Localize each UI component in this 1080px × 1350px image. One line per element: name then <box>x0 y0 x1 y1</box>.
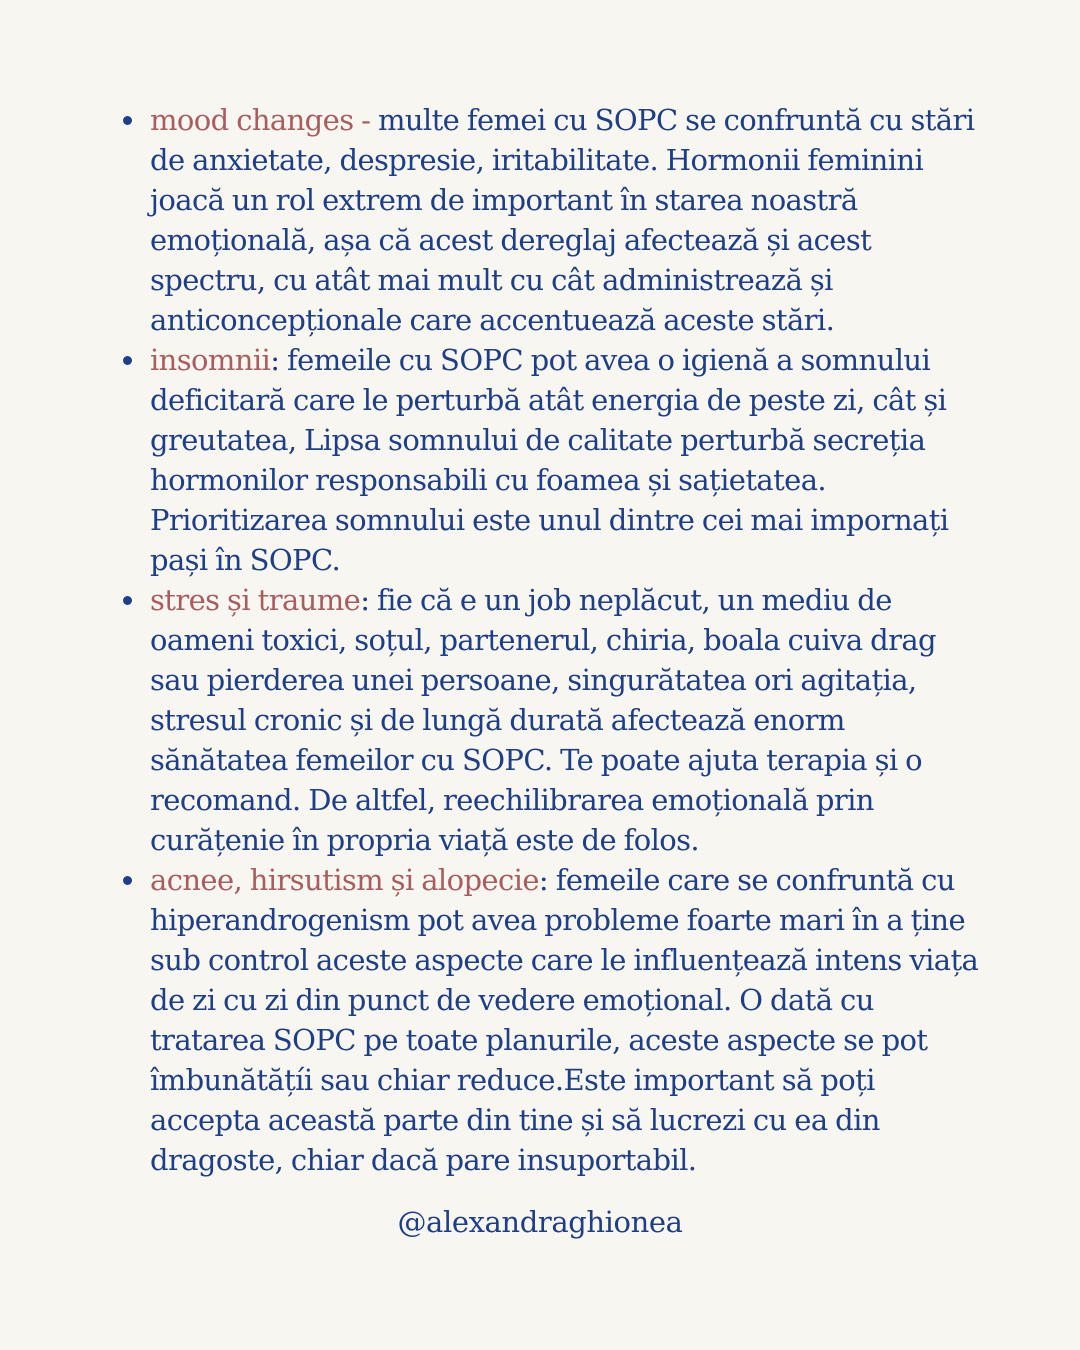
term-separator: - <box>353 103 378 137</box>
item-text: femeile care se confruntă cu hiperandrogenism pot avea probleme foarte mari în a ține sub control aceste aspecte care le influențează intens viața de zi cu zi din punct de vedere emoțional. O dată cu tratarea SOPC pe toate planurile, aceste aspecte se pot îmbunătățíi sau chiar reduce.Este important să poți accepta această parte din tine și să lucrezi cu ea din dragoste, chiar dacă pare insuportabil. <box>150 863 979 1177</box>
item-text: multe femei cu SOPC se confruntă cu stări de anxietate, despresie, iritabilitate. Hormonii feminini joacă un rol extrem de important în starea noastră emoțională, așa că acest dereglaj afectează și acest spectru, cu atât mai mult cu cât administrează și anticoncepționale care accentuează aceste stări. <box>150 103 975 337</box>
list-item-insomnii <box>120 340 980 580</box>
term-stres-si-traume: stres și traume <box>150 583 361 617</box>
term-separator: : <box>538 863 556 897</box>
list-item-stres-si-traume <box>120 580 980 860</box>
item-text: femeile cu SOPC pot avea o igienă a somnului deficitară care le perturbă atât energia de peste zi, cât și greutatea, Lipsa somnului de calitate perturbă secreția hormonilor responsabili cu foamea și sațietatea. Prioritizarea somnului este unul dintre cei mai impornați pași în SOPC. <box>150 343 949 577</box>
list-item-acnee-hirsutism-alopecie <box>120 860 980 1180</box>
term-separator: : <box>270 343 288 377</box>
term-acnee-hirsutism-alopecie: acnee, hirsutism și alopecie <box>150 863 539 897</box>
term-mood-changes: mood changes <box>150 103 354 137</box>
bullet-list <box>120 100 980 1180</box>
item-text: fie că e un job neplăcut, un mediu de oameni toxici, soțul, partenerul, chiria, boala cuiva drag sau pierderea unei persoane, singurătatea ori agitația, stresul cronic și de lungă durată afectează enorm sănătatea femeilor cu SOPC. Te poate ajuta terapia și o recomand. De altfel, reechilibrarea emoțională prin curățenie în propria viață este de folos. <box>150 583 937 857</box>
term-insomnii: insomnii <box>150 343 271 377</box>
content-area <box>120 100 980 1180</box>
author-handle: @alexandraghionea <box>397 1205 683 1239</box>
term-separator: : <box>360 583 377 617</box>
list-item-mood-changes <box>120 100 980 340</box>
